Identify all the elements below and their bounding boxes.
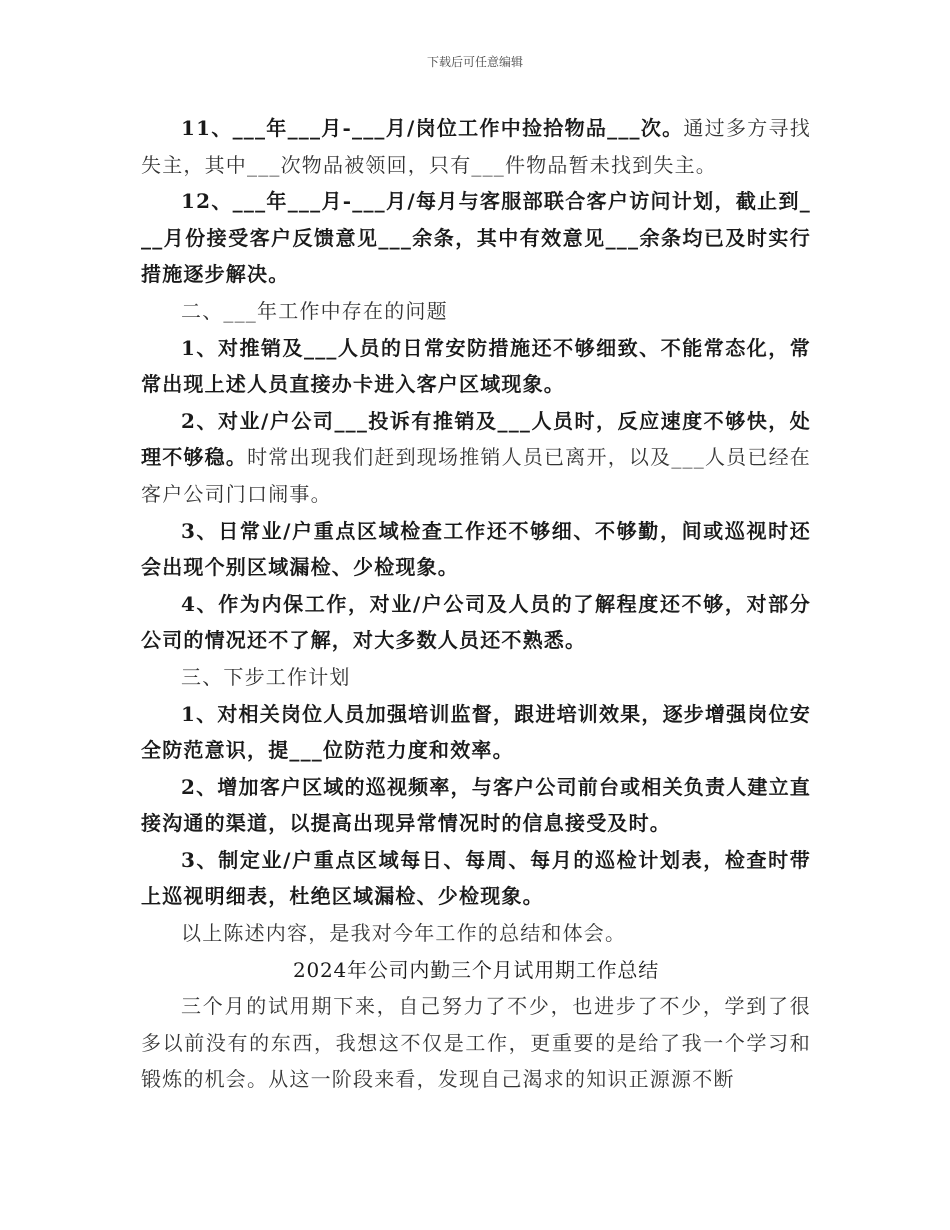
closing-statement: 以上陈述内容，是我对今年工作的总结和体会。 <box>181 921 627 946</box>
page-header: 下载后可任意编辑 <box>426 55 523 69</box>
document-body <box>141 110 811 1098</box>
paragraph-item-11-bold: 11、___年___月-___月/岗位工作中捡拾物品___次。 <box>181 116 684 140</box>
problem-item-3: 3、日常业/户重点区域检查工作还不够细、不够勤，间或巡视时还会出现个别区域漏检、少检现象。 <box>141 518 811 580</box>
paragraph-item-12: 12、___年___月-___月/每月与客服部联合客户访问计划，截止到___月份接受客户反馈意见___余条，其中有效意见___余条均已及时实行措施逐步解决。 <box>141 189 811 287</box>
document-title: 2024年公司内勤三个月试用期工作总结 <box>292 957 660 982</box>
problem-item-1: 1、对推销及___人员的日常安防措施还不够细致、不能常态化，常常出现上述人员直接办卡进入客户区域现象。 <box>141 335 811 397</box>
section-heading-plan: 三、下步工作计划 <box>181 664 351 689</box>
section-heading-problems: 二、___年工作中存在的问题 <box>181 298 448 323</box>
plan-item-2: 2、增加客户区域的巡视频率，与客户公司前台或相关负责人建立直接沟通的渠道，以提高出现异常情况时的信息接受及时。 <box>141 774 811 836</box>
intro-paragraph: 三个月的试用期下来，自己努力了不少，也进步了不少，学到了很多以前没有的东西，我想这不仅是工作，更重要的是给了我一个学习和锻炼的机会。从这一阶段来看，发现自己渴求的知识正源源不断 <box>141 994 811 1092</box>
problem-item-2 <box>141 403 811 513</box>
paragraph-item-11-rest: 通过多方寻找失主，其中___次物品被领回，只有___件物品暂未找到失主。 <box>141 116 812 177</box>
paragraph-item-11 <box>141 110 811 183</box>
problem-item-2-bold: 2、对业/户公司___投诉有推销及___人员时，反应速度不够快，处理不够稳。 <box>141 408 811 470</box>
plan-item-1: 1、对相关岗位人员加强培训监督，跟进培训效果，逐步增强岗位安全防范意识，提___位防范力度和效率。 <box>141 701 811 763</box>
problem-item-4: 4、作为内保工作，对业/户公司及人员的了解程度还不够，对部分公司的情况还不了解，对大多数人员还不熟悉。 <box>141 591 811 653</box>
problem-item-2-rest: 时常出现我们赶到现场推销人员已离开，以及___人员已经在客户公司门口闹事。 <box>141 445 812 506</box>
plan-item-3: 3、制定业/户重点区域每日、每周、每月的巡检计划表，检查时带上巡视明细表，杜绝区域漏检、少检现象。 <box>141 847 811 909</box>
